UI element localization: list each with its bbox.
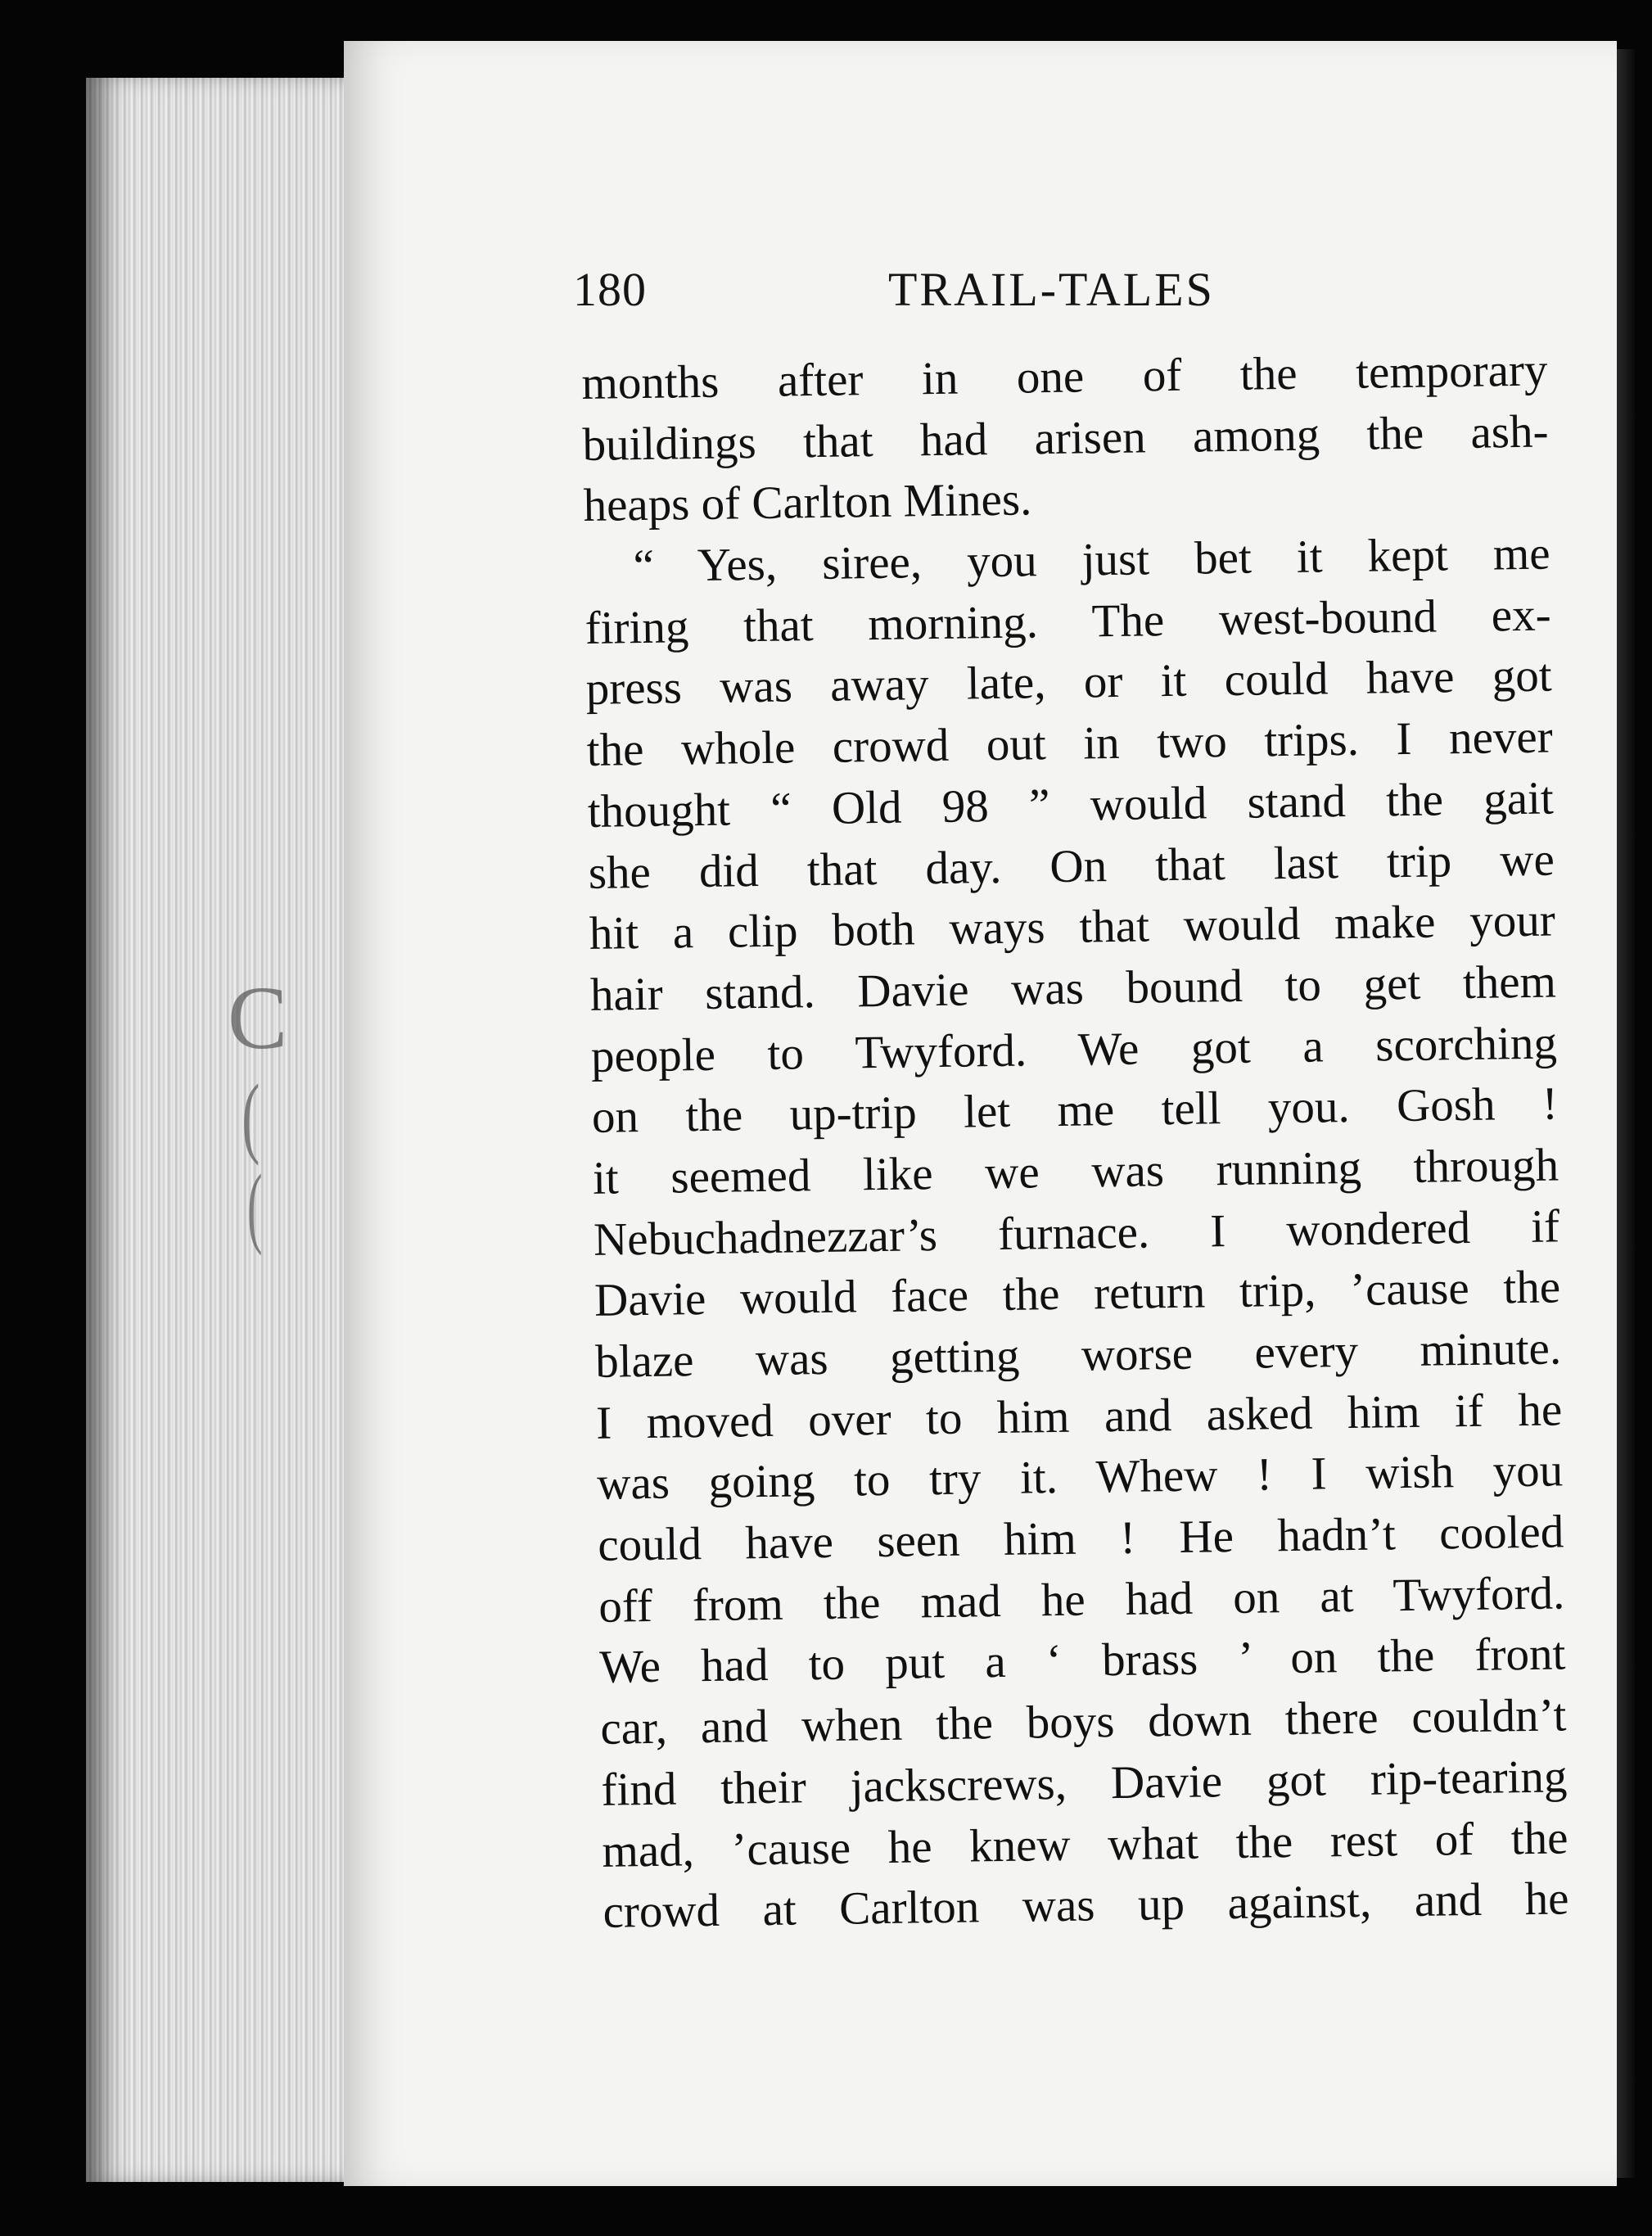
text-line: months after in one of the temporary: [581, 344, 1548, 409]
text-line: heaps of Carlton Mines.: [583, 473, 1032, 532]
text-line: We had to put a ‘ brass ’ on the front: [598, 1628, 1566, 1694]
running-head: [573, 262, 1555, 336]
text-line: press was away late, or it could have got: [585, 649, 1553, 716]
text-line: blaze was getting worse every minute.: [594, 1322, 1562, 1388]
text-line: Davie would face the return trip, ’cause the: [594, 1261, 1561, 1327]
text-line: hair stand. Davie was bound to get them: [589, 955, 1557, 1021]
text-line: Nebuchadnezzar’s furnace. I wondered if: [593, 1200, 1560, 1266]
text-line: on the up-trip let me tell you. Gosh !: [591, 1077, 1559, 1144]
text-line: thought “ Old 98 ” would stand the gait: [587, 772, 1555, 838]
text-line: off from the mad he had on at Twyford.: [598, 1567, 1565, 1633]
text-line: she did that day. On that last trip we: [588, 833, 1555, 899]
text-line: firing that morning. The west-bound ex-: [585, 589, 1552, 654]
text-line: the whole crowd out in two trips. I never: [586, 711, 1554, 777]
text-line: it seemed like we was running through: [592, 1139, 1559, 1204]
running-title: TRAIL-TALES: [888, 263, 1215, 316]
text-line: could have seen him ! He hadn’t cooled: [597, 1506, 1564, 1571]
text-line: car, and when the boys down there couldn’t: [600, 1689, 1567, 1755]
text-line: crowd at Carlton was up against, and he: [603, 1872, 1569, 1938]
text-line: hit a clip both ways that would make your: [589, 894, 1556, 960]
page-number: 180: [573, 263, 647, 316]
text-line: “ Yes, siree, you just bet it kept me: [633, 527, 1550, 593]
text-line: people to Twyford. We got a scorching: [590, 1017, 1558, 1082]
text-line: find their jackscrews, Davie got rip-tearing: [601, 1750, 1568, 1816]
text-line: mad, ’cause he knew what the rest of the: [602, 1811, 1568, 1877]
text-line: buildings that had arisen among the ash-: [582, 405, 1549, 471]
page-right-edge: [1617, 49, 1635, 2178]
body-text: [581, 340, 1602, 1944]
bleed-through-marks: C ( (: [228, 968, 288, 1256]
text-line: I moved over to him and asked him if he: [595, 1384, 1563, 1449]
text-line: was going to try it. Whew ! I wish you: [596, 1444, 1564, 1511]
